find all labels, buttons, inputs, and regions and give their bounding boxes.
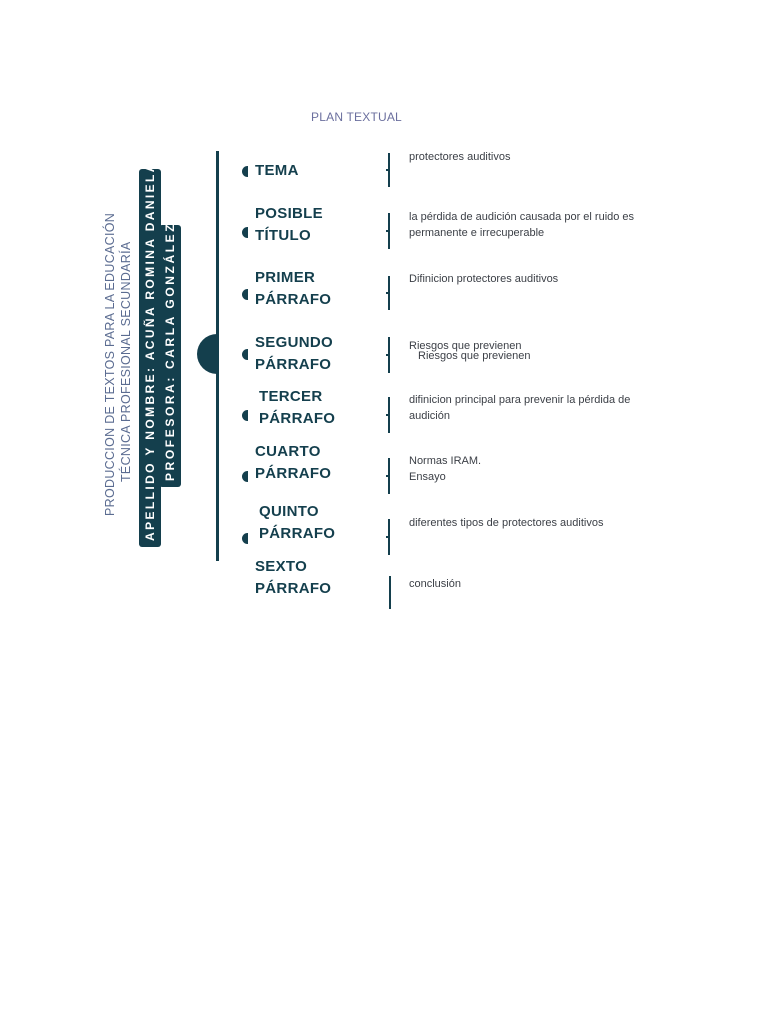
row-brace xyxy=(389,576,391,609)
row-brace-tip xyxy=(386,536,390,538)
row-label: POSIBLE TÍTULO xyxy=(255,205,323,244)
row-content: Normas IRAM. Ensayo xyxy=(409,455,482,483)
row-brace-tip xyxy=(386,292,390,294)
course-title-line2: TÉCNICA PROFESIONAL SECUNDARÍA xyxy=(119,241,133,482)
row-label: SEXTO PÁRRAFO xyxy=(255,558,332,597)
row-bullet xyxy=(242,471,248,482)
row-label: PRIMER PÁRRAFO xyxy=(255,269,332,308)
row-bullet xyxy=(242,289,248,300)
row-bullet xyxy=(242,410,248,421)
row-bullet xyxy=(242,227,248,238)
teacher-name-banner: PROFESORA: CARLA GONZÁLEZ xyxy=(159,225,181,487)
row-label: TERCER PÁRRAFO xyxy=(259,388,336,427)
page-title: PLAN TEXTUAL xyxy=(311,110,402,124)
row-bullet xyxy=(242,166,248,177)
row-content: la pérdida de audición causada por el ruido es permanente e irrecuperable xyxy=(409,211,635,239)
row-label: CUARTO PÁRRAFO xyxy=(255,443,332,482)
row-label: QUINTO PÁRRAFO xyxy=(259,503,336,542)
row-label: TEMA xyxy=(255,162,299,179)
course-title-line1: PRODUCCION DE TEXTOS PARA LA EDUCACIÓN xyxy=(103,212,117,516)
row-content: conclusión xyxy=(409,578,461,590)
row-brace-tip xyxy=(386,475,390,477)
row-content: difinicion principal para prevenir la pérdida de audición xyxy=(409,394,631,422)
student-name-banner: APELLIDO Y NOMBRE: ACUÑA ROMINA DANIELA xyxy=(139,169,161,547)
row-content: protectores auditivos xyxy=(409,151,511,163)
row-label: SEGUNDO PÁRRAFO xyxy=(255,334,333,373)
row-brace-tip xyxy=(386,354,390,356)
row-content: Difinicion protectores auditivos xyxy=(409,273,559,285)
row-bullet xyxy=(242,533,248,544)
row-content: Riesgos que previenen Riesgos que previenen xyxy=(409,340,531,362)
row-content: diferentes tipos de protectores auditivos xyxy=(409,517,604,529)
row-bullet xyxy=(242,349,248,360)
timeline-half-circle xyxy=(197,334,219,374)
row-brace-tip xyxy=(386,169,390,171)
row-brace-tip xyxy=(386,230,390,232)
row-brace-tip xyxy=(386,414,390,416)
